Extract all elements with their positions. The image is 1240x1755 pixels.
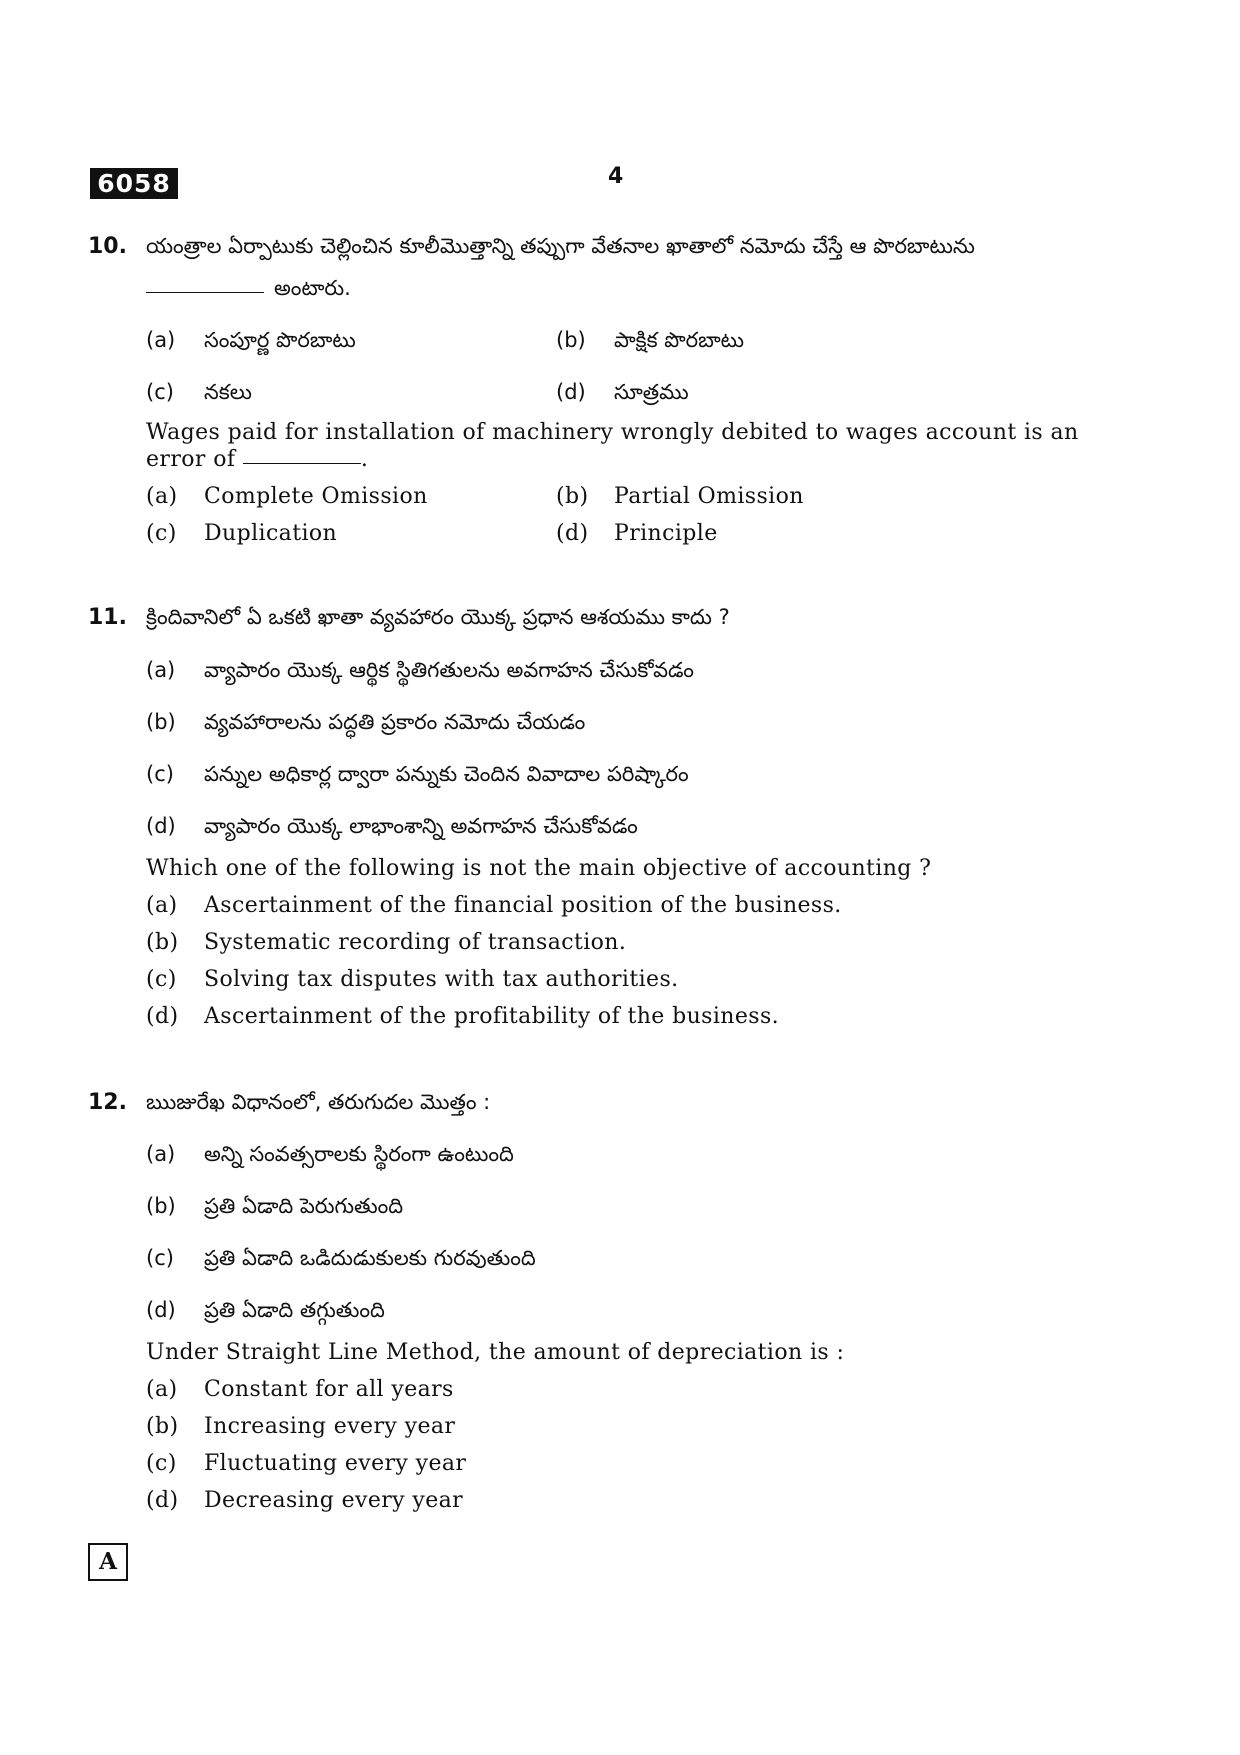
option-d-english: (d) Ascertainment of the profitability of the business. [146, 1004, 780, 1029]
option-c-english: (c) Duplication [146, 521, 338, 546]
option-c-english: (c) Fluctuating every year [146, 1451, 467, 1476]
option-b-telugu: (b) పాక్షిక పొరబాటు [556, 328, 745, 352]
option-a-telugu: (a) అన్ని సంవత్సరాలకు స్థిరంగా ఉంటుంది [146, 1142, 514, 1166]
question-number: 10. [88, 234, 127, 259]
option-a-telugu: (a) వ్యాపారం యొక్క ఆర్థిక స్థితిగతులను అవగాహన చేసుకోవడం [146, 658, 694, 682]
option-a-english: (a) Ascertainment of the financial position of the business. [146, 893, 842, 918]
option-c-telugu: (c) పన్నుల అధికార్ల ద్వారా పన్నుకు చెందిన వివాదాల పరిష్కారం [146, 762, 689, 786]
option-d-telugu: (d) ప్రతి ఏడాది తగ్గుతుంది [146, 1298, 385, 1322]
option-a-english: (a) Constant for all years [146, 1377, 454, 1402]
option-d-english: (d) Decreasing every year [146, 1488, 464, 1513]
option-d-telugu: (d) సూత్రము [556, 380, 689, 404]
option-c-english: (c) Solving tax disputes with tax authorities. [146, 967, 679, 992]
option-b-english: (b) Systematic recording of transaction. [146, 930, 627, 955]
answer-blank [243, 463, 361, 464]
question-stem-telugu-continued: అంటారు. [146, 276, 351, 306]
option-b-english: (b) Partial Omission [556, 484, 804, 509]
question-stem-telugu: యంత్రాల ఏర్పాటుకు చెల్లించిన కూలీమొత్తాన్ని తప్పుగా వేతనాల ఖాతాలో నమోదు చేస్తే ఆ పొరబాటును [146, 234, 975, 258]
page-number: 4 [608, 164, 624, 189]
paper-code-badge: 6058 [90, 168, 178, 199]
option-b-telugu: (b) ప్రతి ఏడాది పెరుగుతుంది [146, 1194, 404, 1218]
option-a-english: (a) Complete Omission [146, 484, 428, 509]
option-b-telugu: (b) వ్యవహారాలను పద్ధతి ప్రకారం నమోదు చేయడం [146, 710, 586, 734]
option-d-english: (d) Principle [556, 521, 718, 546]
option-b-english: (b) Increasing every year [146, 1414, 456, 1439]
question-stem-english: Under Straight Line Method, the amount of depreciation is : [146, 1340, 845, 1365]
question-number: 11. [88, 605, 127, 630]
question-number: 12. [88, 1090, 127, 1115]
option-a-telugu: (a) సంపూర్ణ పొరబాటు [146, 328, 356, 352]
booklet-set-label: A [88, 1543, 128, 1581]
option-d-telugu: (d) వ్యాపారం యొక్క లాభాంశాన్ని అవగాహన చేసుకోవడం [146, 814, 638, 838]
question-stem-telugu: ఋజురేఖ విధానంలో, తరుగుదల మొత్తం : [146, 1090, 491, 1114]
option-c-telugu: (c) ప్రతి ఏడాది ఒడిదుడుకులకు గురవుతుంది [146, 1246, 536, 1270]
option-c-telugu: (c) నకలు [146, 380, 252, 404]
question-stem-english-continued: error of . [146, 447, 369, 472]
question-stem-telugu: క్రిందివానిలో ఏ ఒకటి ఖాతా వ్యవహారం యొక్క ప్రధాన ఆశయము కాదు ? [146, 605, 730, 629]
answer-blank [146, 292, 264, 293]
question-stem-english: Wages paid for installation of machinery wrongly debited to wages account is an [146, 420, 1079, 445]
question-stem-english: Which one of the following is not the main objective of accounting ? [146, 856, 932, 881]
